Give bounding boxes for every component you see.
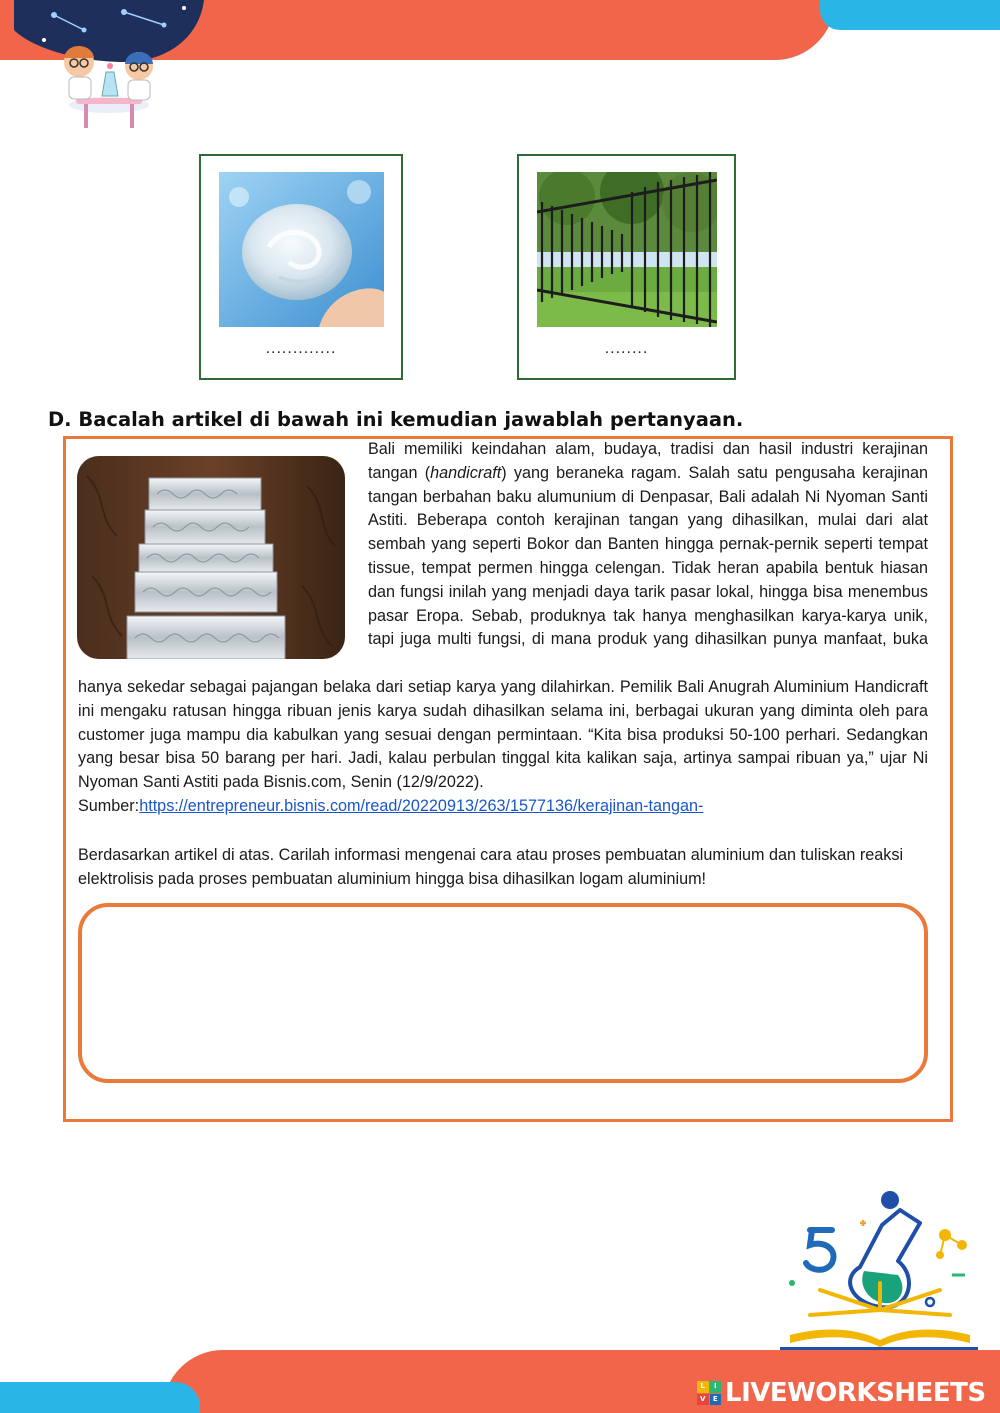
gel-implant-photo	[219, 172, 384, 327]
footer-accent	[0, 1382, 200, 1413]
header-accent	[820, 0, 1000, 30]
article-text-1b: ) yang beraneka ragam. Salah satu pengusaha kerajinan tangan berbahan baku alumunium di Denpasar, Bali adalah Ni Nyoman Santi Astiti. Beberapa contoh kerajinan tangan yang dihasilkan, mulai dari alat sembah yang seperti Bokor dan Banten hingga pernak-pernik seperti tempat tissue, tempat permen hingga celengan. Tidak heran apabila bentuk hiasan dan fungsi inilah yang menjadi daya tarik pasar lokal, hingga bisa menembus pasar Eropa. Sebab, produknya tak hanya menghasilkan karya-karya unik, tapi juga multi fungsi, di mana produk yang dihasilkan punya manfaat, buka	[368, 463, 928, 649]
article-text-2: hanya sekedar sebagai pajangan belaka dari setiap karya yang dilahirkan. Pemilik Bali Anugrah Aluminium Handicraft ini mengaku ratusan hingga ribuan jenis karya sudah dihasilkan selama ini, berbagai ukuran yang diminta oleh para customer juga mampu dia kabulkan yang sesuai dengan permintaan. “Kita bisa produksi 50-100 perhari. Sedangkan yang besar bisa 50 barang per hari. Jadi, kalau perbulan tinggal kita kalikan saja, artinya sampai ribuan ya,” ujar Ni Nyoman Santi Astiti pada Bisnis.com, Senin (12/9/2022).	[78, 678, 928, 792]
source-link[interactable]: https://entrepreneur.bisnis.com/read/20220913/263/1577136/kerajinan-tangan-	[139, 796, 704, 815]
brand-watermark	[697, 1377, 986, 1409]
image-card-2	[517, 154, 736, 380]
question-text: Berdasarkan artikel di atas. Carilah informasi mengenai cara atau proses pembuatan aluminium dan tuliskan reaksi elektrolisis pada proses pembuatan aluminium hingga bisa dihasilkan logam aluminium!	[78, 846, 904, 888]
article-text-1a: Bali memiliki keindahan alam, budaya, tradisi dan hasil industri kerajinan tangan (	[368, 440, 928, 482]
image-card-2-caption: ........	[604, 340, 649, 357]
brand-text: LIVEWORKSHEETS	[725, 1378, 986, 1408]
logo-letter: V	[697, 1394, 709, 1406]
article-text-emphasis: handicraft	[430, 463, 502, 482]
answer-box[interactable]	[78, 903, 928, 1083]
article-paragraph-wrap	[368, 438, 928, 652]
aluminium-handicraft-boxes-photo	[77, 456, 345, 659]
metal-fence-photo	[537, 172, 717, 327]
logo-letter: L	[697, 1381, 709, 1393]
liveworksheets-logo-icon	[697, 1381, 721, 1405]
source-label: Sumber:	[78, 796, 140, 815]
image-card-1-caption: .............	[265, 340, 337, 357]
article-paragraph-continued	[78, 676, 928, 819]
section-title: D. Bacalah artikel di bawah ini kemudian jawablah pertanyaan.	[48, 408, 744, 431]
logo-letter: E	[710, 1394, 722, 1406]
science-flask-book-icon	[780, 1185, 980, 1365]
article-source	[78, 795, 928, 819]
logo-letter: I	[710, 1381, 722, 1393]
children-science-lab-icon	[14, 0, 204, 135]
image-card-1	[199, 154, 403, 380]
